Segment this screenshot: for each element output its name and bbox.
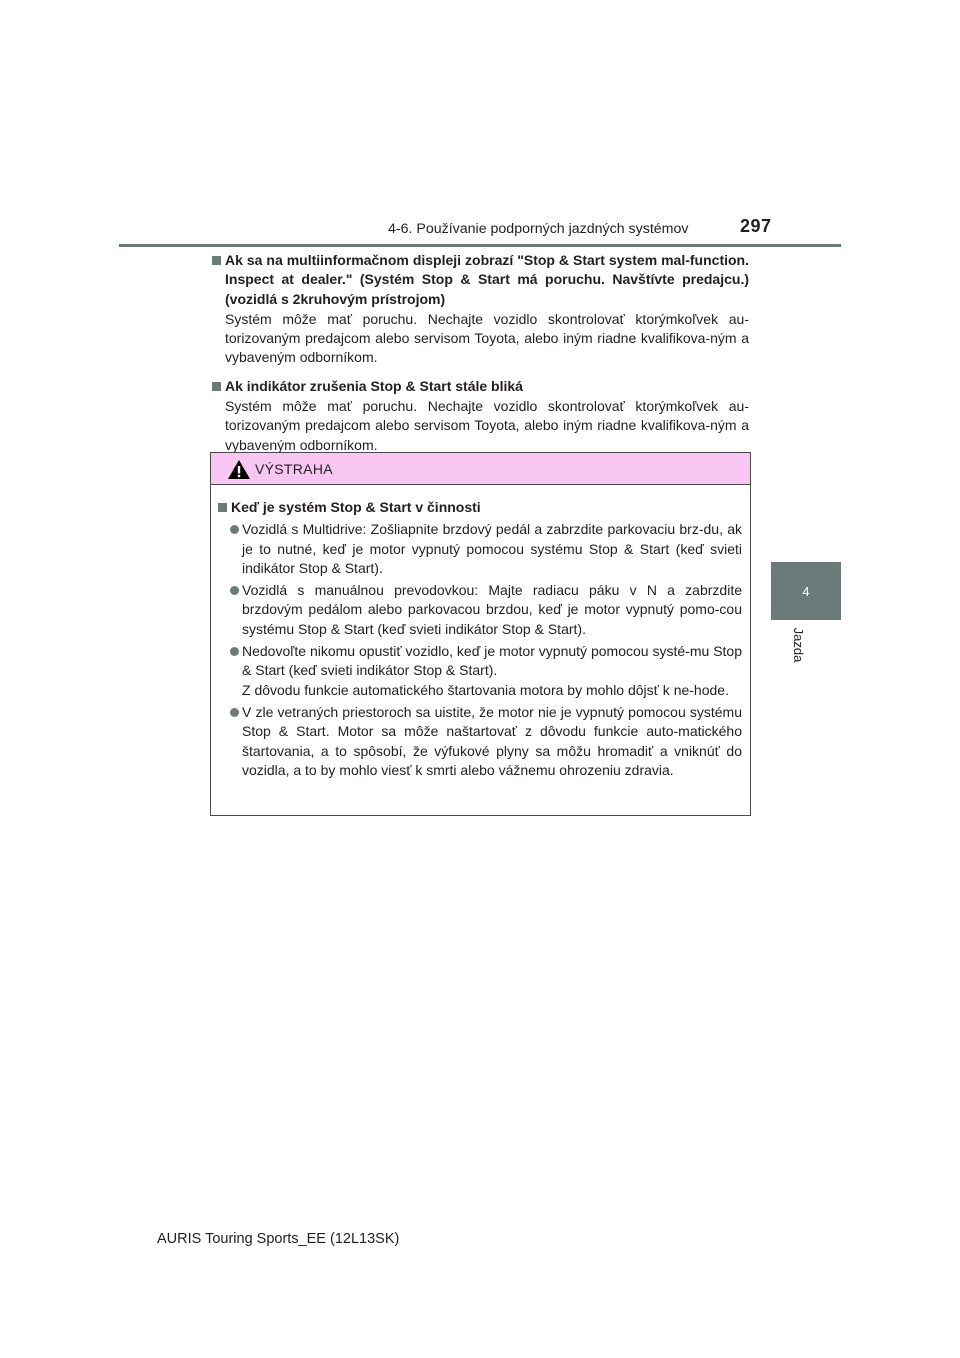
warning-bullet-continuation: Z dôvodu funkcie automatického štartovania motora by mohlo dôjsť k ne-hode. <box>242 681 729 698</box>
main-content <box>212 251 749 455</box>
warning-bullet-text: Vozidlá s manuálnou prevodovkou: Majte radiacu páku v N a zabrzdite brzdovým pedálom alebo parkovacou brzdou, keď je motor vypnutý pomo-cou systému Stop & Start (keď svieti indikátor Stop & Start). <box>242 582 742 637</box>
chapter-label: Jazda <box>791 627 806 663</box>
round-bullet-icon <box>230 586 239 595</box>
round-bullet-icon <box>230 647 239 656</box>
warning-bullet <box>218 581 742 639</box>
warning-title: VÝSTRAHA <box>255 461 333 477</box>
warning-bullet-text: Vozidlá s Multidrive: Zošliapnite brzdový pedál a zabrzdite parkovaciu brz-du, ak je to nutné, keď je motor vypnutý pomocou systému Stop & Start (keď svieti indikátor Stop & Start). <box>242 521 742 576</box>
footer-model: AURIS Touring Sports_EE (12L13SK) <box>157 1231 400 1247</box>
page-number: 297 <box>740 216 772 236</box>
warning-bullet <box>218 642 742 700</box>
warning-box <box>210 452 751 816</box>
warning-header <box>211 453 750 485</box>
section-heading-text: Ak indikátor zrušenia Stop & Start stále bliká <box>225 377 523 394</box>
warning-bullet-text: Nedovoľte nikomu opustiť vozidlo, keď je motor vypnutý pomocou systé-mu Stop & Start (keď svieti indikátor Stop & Start). <box>242 643 742 679</box>
warning-bullet <box>218 703 742 780</box>
round-bullet-icon <box>230 525 239 534</box>
section-heading <box>212 251 749 309</box>
warning-bullet <box>218 520 742 578</box>
section-heading-text: Ak sa na multiinformačnom displeji zobrazí "Stop & Start system mal-function. Inspect at dealer." (Systém Stop & Start má poruchu. Navštívte predajcu.) (vozidlá s 2kruhovým prístrojom) <box>225 252 749 307</box>
warning-body <box>211 485 750 780</box>
warning-triangle-icon <box>227 459 251 480</box>
warning-heading-text: Keď je systém Stop & Start v činnosti <box>231 499 481 515</box>
round-bullet-icon <box>230 708 239 717</box>
section-paragraph: Systém môže mať poruchu. Nechajte vozidlo skontrolovať ktorýmkoľvek au-torizovaným predajcom alebo servisom Toyota, alebo iným riadne kvalifikova-ným a vybaveným odborníkom. <box>225 310 749 366</box>
chapter-number: 4 <box>802 583 810 599</box>
square-bullet-icon <box>212 256 221 265</box>
square-bullet-icon <box>212 382 221 391</box>
warning-bullet-text: V zle vetraných priestoroch sa uistite, že motor nie je vypnutý pomocou systému Stop & Start. Motor sa môže naštartovať z dôvodu funkcie auto-matického štartovania, a to spôsobí, že výfukové plyny sa môžu hromadiť a vniknúť do vozidla, a to by mohlo viesť k smrti alebo vážnemu ohrozeniu zdravia. <box>242 703 742 778</box>
header-divider <box>119 244 841 247</box>
section-paragraph: Systém môže mať poruchu. Nechajte vozidlo skontrolovať ktorýmkoľvek au-torizovaným predajcom alebo servisom Toyota, alebo iným riadne kvalifikova-ným a vybaveným odborníkom. <box>225 398 749 453</box>
running-header: 4-6. Používanie podporných jazdných systémov <box>388 221 689 237</box>
section-heading <box>212 377 749 396</box>
square-bullet-icon <box>218 503 227 512</box>
chapter-tab <box>771 562 841 620</box>
warning-heading <box>218 498 742 517</box>
